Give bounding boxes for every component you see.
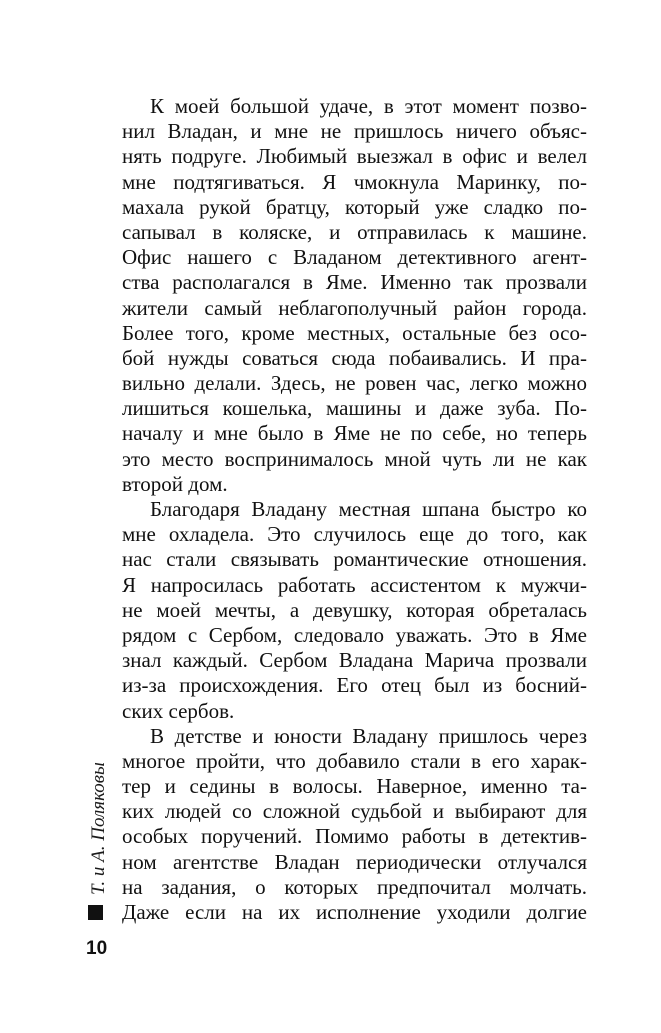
text-line: нил Владан, и мне не пришлось ничего объяс- bbox=[122, 119, 587, 144]
text-line: рядом с Сербом, следовало уважать. Это в Яме bbox=[122, 622, 587, 647]
text-line: особых поручений. Помимо работы в детектив- bbox=[122, 824, 587, 849]
text-line: не моей мечты, а девушку, которая обреталась bbox=[122, 597, 587, 622]
page-number: 10 bbox=[86, 938, 108, 959]
text-line: ном агентстве Владан периодически отлучался bbox=[122, 849, 587, 874]
text-line: это место воспринималось мной чуть ли не как bbox=[122, 446, 587, 471]
text-line: тер и седины в волосы. Наверное, именно та- bbox=[122, 774, 587, 799]
text-line: Офис нашего с Владаном детективного агент- bbox=[122, 245, 587, 270]
text-line: началу и мне было в Яме не по себе, но теперь bbox=[122, 421, 587, 446]
text-line: мне охладела. Это случилось еще до того, как bbox=[122, 522, 587, 547]
text-line: знал каждый. Сербом Владана Марича прозвали bbox=[122, 648, 587, 673]
text-line: Я напросилась работать ассистентом к мужчи- bbox=[122, 572, 587, 597]
text-line: ства располагался в Яме. Именно так прозвали bbox=[122, 270, 587, 295]
running-head bbox=[86, 735, 110, 895]
text-line: ких людей со сложной судьбой и выбирают для bbox=[122, 799, 587, 824]
text-line: Даже если на их исполнение уходили долгие bbox=[122, 900, 587, 924]
text-line: из-за происхождения. Его отец был из босний- bbox=[122, 673, 587, 698]
text-line: К моей большой удаче, в этот момент позво- bbox=[150, 94, 587, 118]
text-line: многое пройти, что добавило стали в его харак- bbox=[122, 748, 587, 773]
text-line: ских сербов. bbox=[122, 698, 235, 723]
text-line: сапывал в коляске, и отправилась к машине. bbox=[122, 219, 587, 244]
text-line: лишиться кошелька, машины и даже зуба. По- bbox=[122, 396, 587, 421]
text-line: мне подтягиваться. Я чмокнула Маринку, по- bbox=[122, 169, 587, 194]
text-line: вильно делали. Здесь, не ровен час, легко можно bbox=[122, 371, 587, 396]
text-line: на задания, о которых предпочитал молчать. bbox=[122, 874, 587, 899]
text-line: Более того, кроме местных, остальные без осо- bbox=[122, 320, 587, 345]
text-line: второй дом. bbox=[122, 471, 228, 496]
text-line: нас стали связывать романтические отношения. bbox=[122, 547, 587, 572]
text-line: Благодаря Владану местная шпана быстро ко bbox=[150, 497, 587, 521]
text-line: бой нужды соваться сюда побаивались. И пра- bbox=[122, 345, 587, 370]
text-line: махала рукой братцу, который уже сладко по- bbox=[122, 194, 587, 219]
square-marker-icon bbox=[88, 905, 103, 920]
text-line: В детстве и юности Владану пришлось через bbox=[150, 723, 587, 748]
text-line: нять подруге. Любимый выезжал в офис и велел bbox=[122, 144, 587, 169]
text-line: жители самый неблагополучный район города. bbox=[122, 295, 587, 320]
running-head-text: Т. и А. Поляковы bbox=[88, 762, 109, 895]
body-text bbox=[122, 94, 587, 925]
